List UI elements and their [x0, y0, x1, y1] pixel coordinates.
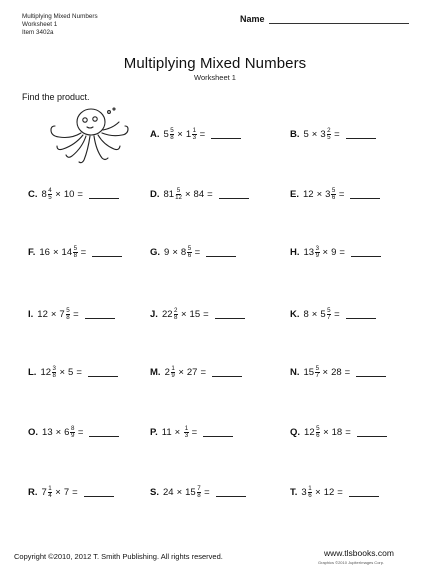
problem-q	[290, 426, 387, 439]
denominator: 5	[327, 134, 331, 141]
denominator: 8	[66, 314, 70, 321]
header-line: Item 3402a	[22, 29, 54, 36]
fraction	[48, 486, 52, 499]
problem-label: M.	[150, 367, 161, 378]
equals-sign: =	[77, 427, 84, 438]
page-subtitle: Worksheet 1	[194, 73, 236, 82]
mixed-number	[165, 366, 176, 379]
mixed-number	[42, 188, 53, 201]
denominator: 6	[308, 492, 312, 499]
whole-number: 3	[320, 129, 326, 140]
times-sign: ×	[59, 367, 66, 378]
denominator: 8	[52, 372, 56, 379]
problem-label: P.	[150, 427, 158, 438]
problem-m	[150, 366, 242, 379]
denominator: 7	[315, 372, 320, 379]
mixed-number	[68, 367, 73, 378]
whole-number: 11	[161, 427, 172, 438]
answer-blank[interactable]	[351, 248, 381, 257]
mixed-number	[40, 366, 56, 379]
fraction	[70, 426, 74, 439]
numerator: 2	[174, 307, 178, 314]
whole-number: 28	[331, 367, 342, 378]
times-sign: ×	[50, 309, 57, 320]
times-sign: ×	[322, 367, 329, 378]
numerator: 4	[48, 187, 52, 194]
mixed-number	[320, 128, 331, 141]
fraction	[174, 308, 178, 321]
denominator: 6	[316, 432, 320, 439]
answer-blank[interactable]	[212, 368, 242, 377]
denominator: 8	[170, 134, 174, 141]
problem-label: N.	[290, 367, 300, 378]
whole-number: 1	[185, 129, 192, 140]
answer-blank[interactable]	[350, 190, 380, 199]
octopus-illustration	[45, 102, 133, 174]
times-sign: ×	[311, 309, 318, 320]
numerator: 1	[192, 127, 197, 134]
fraction	[327, 128, 331, 141]
denominator: 5	[48, 194, 52, 201]
denominator: 8	[73, 252, 78, 259]
problem-label: O.	[28, 427, 39, 438]
answer-blank[interactable]	[85, 310, 115, 319]
whole-number: 16	[39, 247, 50, 258]
whole-number: 8	[303, 309, 309, 320]
mixed-number	[187, 367, 198, 378]
problem-s	[150, 486, 246, 499]
whole-number: 9	[164, 247, 170, 258]
problem-h	[290, 246, 381, 259]
times-sign: ×	[177, 129, 183, 140]
equals-sign: =	[204, 487, 210, 498]
problem-f	[28, 246, 122, 259]
whole-number: 7	[41, 487, 47, 498]
answer-blank[interactable]	[206, 248, 236, 257]
problem-label: R.	[28, 487, 38, 498]
problem-label: T.	[290, 487, 298, 498]
name-field	[240, 14, 409, 24]
whole-number: 14	[61, 247, 73, 258]
equals-sign: =	[203, 309, 209, 320]
times-sign: ×	[55, 189, 61, 200]
times-sign: ×	[55, 487, 61, 498]
answer-blank[interactable]	[349, 488, 379, 497]
denominator: 6	[187, 252, 192, 259]
answer-blank[interactable]	[89, 428, 119, 437]
mixed-number	[304, 246, 320, 259]
numerator: 2	[327, 127, 331, 134]
numerator: 1	[308, 485, 312, 492]
problem-label: I.	[28, 309, 34, 320]
problem-e	[290, 188, 380, 201]
whole-number: 24	[162, 487, 174, 498]
problem-i	[28, 308, 115, 321]
numerator: 5	[331, 187, 336, 194]
mixed-number	[42, 427, 53, 438]
numerator: 5	[187, 245, 192, 252]
whole-number: 13	[42, 427, 53, 438]
numerator: 5	[170, 127, 174, 134]
numerator: 5	[176, 187, 181, 194]
numerator: 5	[315, 365, 320, 372]
page-title: Multiplying Mixed Numbers	[123, 55, 307, 72]
whole-number: 22	[161, 309, 173, 320]
problem-label: C.	[28, 189, 38, 200]
name-label: Name	[240, 14, 265, 24]
times-sign: ×	[316, 189, 323, 200]
whole-number: 5	[68, 367, 74, 378]
whole-number: 3	[325, 189, 331, 200]
mixed-number	[39, 247, 50, 258]
problem-label: B.	[290, 129, 300, 140]
mixed-number	[190, 309, 201, 320]
graphics-credit: Graphics ©2010 JupiterImages Corp.	[318, 560, 385, 565]
equals-sign: =	[334, 129, 340, 140]
denominator: 9	[171, 372, 175, 379]
whole-number: 7	[63, 487, 70, 498]
problem-k	[290, 308, 376, 321]
whole-number: 84	[193, 189, 205, 200]
fraction	[187, 246, 191, 259]
answer-blank[interactable]	[215, 310, 245, 319]
equals-sign: =	[337, 487, 343, 498]
mixed-number	[164, 188, 182, 201]
answer-blank[interactable]	[84, 488, 114, 497]
equals-sign: =	[80, 247, 87, 258]
denominator: 12	[175, 194, 182, 201]
numerator: 1	[184, 425, 189, 432]
header-line: Worksheet 1	[22, 21, 58, 28]
problem-c	[28, 188, 119, 201]
mixed-number	[162, 427, 172, 438]
equals-sign: =	[344, 367, 351, 378]
whole-number: 12	[302, 189, 314, 200]
whole-number: 15	[185, 487, 196, 498]
denominator: 9	[315, 252, 320, 259]
whole-number: 15	[189, 309, 201, 320]
numerator: 7	[197, 485, 201, 492]
denominator: 7	[327, 314, 331, 321]
answer-blank[interactable]	[88, 368, 118, 377]
problem-a	[150, 128, 241, 141]
equals-sign: =	[199, 129, 206, 140]
times-sign: ×	[323, 427, 329, 438]
problem-label: H.	[290, 247, 300, 258]
fraction	[48, 188, 52, 201]
name-line	[269, 14, 409, 24]
whole-number: 12	[323, 487, 335, 498]
answer-blank[interactable]	[346, 130, 376, 139]
problem-label: F.	[28, 247, 36, 258]
whole-number: 2	[164, 367, 170, 378]
equals-sign: =	[73, 309, 79, 320]
mixed-number	[304, 366, 320, 379]
mixed-number	[185, 486, 201, 499]
mixed-number	[62, 246, 78, 259]
instructions: Find the product.	[22, 92, 90, 102]
mixed-number	[304, 309, 309, 320]
answer-blank[interactable]	[356, 368, 386, 377]
denominator: 3	[184, 432, 189, 439]
times-sign: ×	[172, 247, 178, 258]
fraction	[197, 486, 201, 499]
whole-number: 27	[186, 367, 198, 378]
fraction	[171, 366, 175, 379]
whole-number: 12	[304, 427, 315, 438]
times-sign: ×	[176, 487, 183, 498]
mixed-number	[304, 426, 320, 439]
answer-blank[interactable]	[92, 248, 122, 257]
fraction	[73, 246, 77, 259]
numerator: 1	[48, 485, 52, 492]
answer-blank[interactable]	[216, 488, 246, 497]
mixed-number	[304, 129, 309, 140]
times-sign: ×	[178, 367, 184, 378]
numerator: 5	[316, 425, 320, 432]
times-sign: ×	[180, 309, 187, 320]
problem-label: S.	[150, 487, 159, 498]
fraction	[66, 308, 70, 321]
problem-label: E.	[290, 189, 299, 200]
fraction	[315, 366, 319, 379]
times-sign: ×	[322, 247, 329, 258]
fraction	[315, 246, 319, 259]
whole-number: 12	[40, 367, 52, 378]
denominator: 8	[174, 314, 178, 321]
equals-sign: =	[76, 367, 82, 378]
whole-number: 5	[320, 309, 326, 320]
mixed-number	[324, 487, 335, 498]
problem-label: D.	[150, 189, 160, 200]
times-sign: ×	[55, 427, 62, 438]
times-sign: ×	[184, 189, 191, 200]
mixed-number	[181, 246, 192, 259]
denominator: 6	[331, 194, 336, 201]
whole-number: 12	[37, 309, 48, 320]
problem-l	[28, 366, 118, 379]
mixed-number	[59, 308, 70, 321]
problem-b	[290, 128, 376, 141]
equals-sign: =	[72, 487, 78, 498]
denominator: 8	[197, 492, 201, 499]
mixed-number	[303, 189, 314, 200]
whole-number: 5	[163, 129, 169, 140]
answer-blank[interactable]	[346, 310, 376, 319]
fraction	[331, 188, 335, 201]
equals-sign: =	[194, 247, 201, 258]
mixed-number	[164, 247, 169, 258]
numerator: 5	[73, 245, 78, 252]
whole-number: 5	[303, 129, 309, 140]
mixed-number	[163, 487, 174, 498]
mixed-number	[64, 189, 75, 200]
mixed-number	[64, 426, 75, 439]
numerator: 5	[66, 307, 70, 314]
whole-number: 3	[301, 487, 307, 498]
denominator: 9	[70, 432, 75, 439]
whole-number: 13	[303, 247, 315, 258]
mixed-number	[186, 128, 197, 141]
whole-number: 6	[64, 427, 70, 438]
fraction	[308, 486, 312, 499]
mixed-number	[42, 486, 53, 499]
equals-sign: =	[207, 189, 213, 200]
problem-d	[150, 188, 249, 201]
numerator: 8	[70, 425, 75, 432]
whole-number: 10	[63, 189, 75, 200]
mixed-number	[37, 309, 48, 320]
mixed-number	[301, 486, 312, 499]
copyright-notice: Copyright ©2010, 2012 T. Smith Publishing. All rights reserved.	[14, 552, 223, 561]
equals-sign: =	[339, 247, 345, 258]
numerator: 3	[315, 245, 320, 252]
header-line: Multiplying Mixed Numbers	[22, 13, 98, 20]
mixed-number	[164, 128, 175, 141]
numerator: 5	[327, 307, 331, 314]
answer-blank[interactable]	[211, 130, 241, 139]
whole-number: 7	[59, 309, 65, 320]
mixed-number	[64, 487, 69, 498]
times-sign: ×	[174, 427, 181, 438]
denominator: 3	[192, 134, 197, 141]
problem-n	[290, 366, 386, 379]
fraction	[184, 426, 188, 439]
mixed-number	[332, 427, 343, 438]
times-sign: ×	[315, 487, 321, 498]
equals-sign: =	[334, 309, 340, 320]
fraction	[175, 188, 182, 201]
numerator: 3	[52, 365, 56, 372]
answer-blank[interactable]	[89, 190, 119, 199]
problem-label: J.	[150, 309, 158, 320]
numerator: 1	[171, 365, 175, 372]
equals-sign: =	[77, 189, 83, 200]
mixed-number	[331, 367, 342, 378]
mixed-number	[194, 189, 205, 200]
denominator: 4	[48, 492, 52, 499]
mixed-number	[320, 308, 331, 321]
mixed-number	[183, 426, 188, 439]
whole-number: 8	[41, 189, 47, 200]
problem-g	[150, 246, 236, 259]
fraction	[52, 366, 56, 379]
fraction	[192, 128, 196, 141]
problem-label: K.	[290, 309, 300, 320]
whole-number: 18	[331, 427, 343, 438]
equals-sign: =	[345, 427, 351, 438]
answer-blank[interactable]	[203, 428, 233, 437]
answer-blank[interactable]	[357, 428, 387, 437]
whole-number: 81	[163, 189, 175, 200]
fraction	[327, 308, 331, 321]
problem-r	[28, 486, 114, 499]
mixed-number	[325, 188, 336, 201]
problem-label: Q.	[290, 427, 301, 438]
times-sign: ×	[311, 129, 318, 140]
answer-blank[interactable]	[219, 190, 249, 199]
equals-sign: =	[191, 427, 198, 438]
fraction	[316, 426, 320, 439]
mixed-number	[331, 247, 336, 258]
website-link[interactable]: www.tlsbooks.com	[324, 548, 394, 558]
whole-number: 15	[303, 367, 315, 378]
times-sign: ×	[52, 247, 59, 258]
problem-p	[150, 426, 233, 439]
whole-number: 9	[331, 247, 337, 258]
problem-label: G.	[150, 247, 161, 258]
header-info	[22, 13, 98, 37]
problem-label: L.	[28, 367, 37, 378]
problem-label: A.	[150, 129, 160, 140]
fraction	[170, 128, 174, 141]
whole-number: 8	[180, 247, 187, 258]
equals-sign: =	[200, 367, 207, 378]
mixed-number	[162, 308, 178, 321]
problem-o	[28, 426, 119, 439]
problem-t	[290, 486, 379, 499]
equals-sign: =	[338, 189, 345, 200]
problem-j	[150, 308, 245, 321]
